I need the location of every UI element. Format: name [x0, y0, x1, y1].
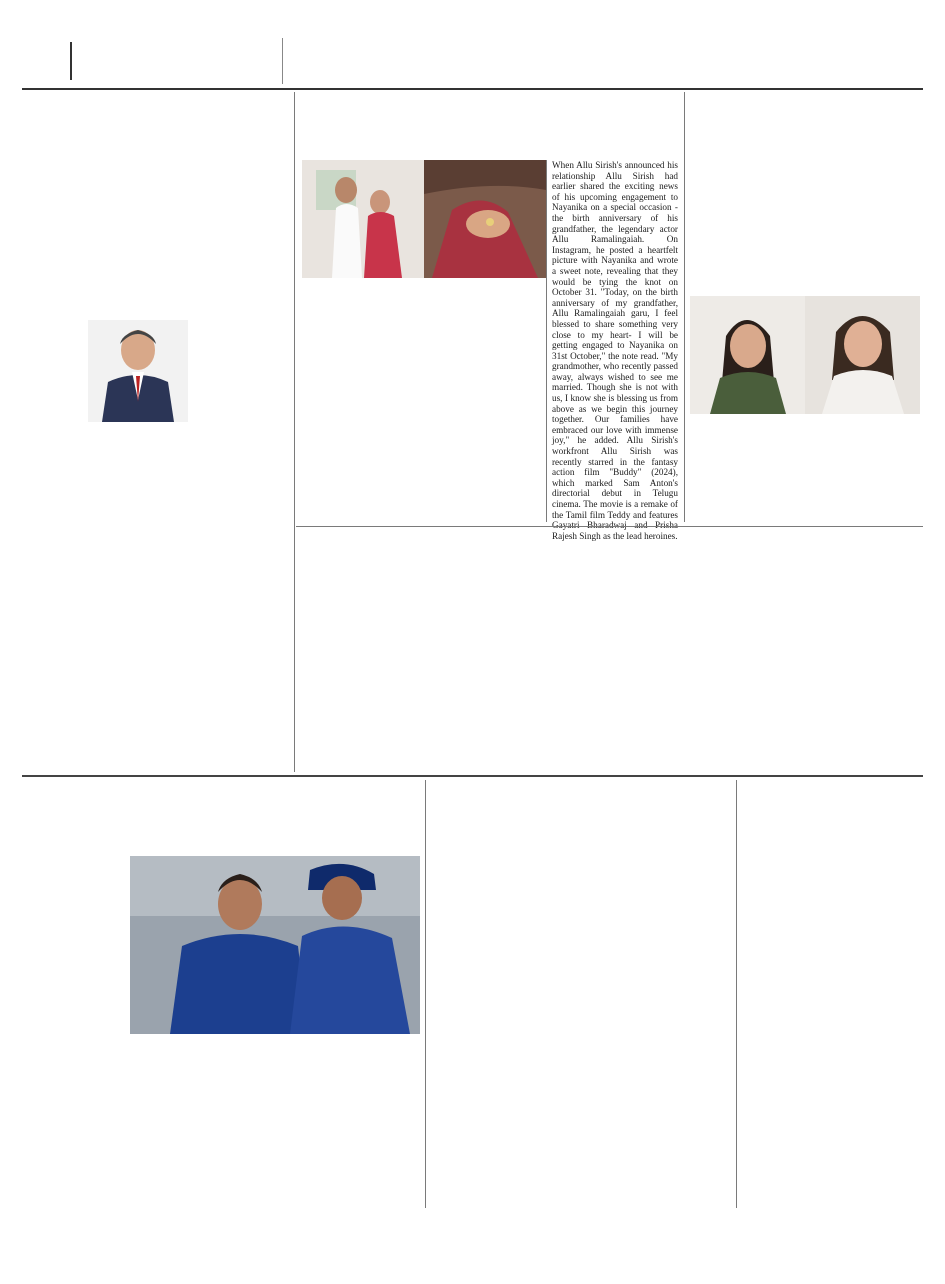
sinner-story — [742, 852, 922, 1208]
anita-photo — [690, 296, 920, 414]
arshdeep-story — [432, 822, 730, 1208]
masthead — [24, 38, 922, 86]
anita-story-bottom — [690, 416, 920, 522]
shreyas-story-bottom — [130, 1038, 420, 1208]
allu-photo — [302, 160, 546, 278]
allu-body-continued: When Allu Sirish's announced his relationship Allu Sirish had earlier shared the exciting news of his upcoming engagement to Nayanika on a special occasion - the birth anniversary of his grandfather, the legendary actor Allu Ramalingaiah. On Instagram, he posted a heartfelt picture with Nayanika and wrote a sweet note, revealing that they would be tying the knot on October 31. "Today, on the birth anniversary of my grandfather, Allu Ramalingaiah garu, I feel blessed to share something very close to my heart- I will be getting engaged to Nayanika on 31st October," the note read. "My grandmother, who recently passed away, always wished to see me married. Though she is not with us, I know she is blessing us from above as we begin this journey together. Our families have embraced our love with immense joy," he added. Allu Sirish's workfront Allu Sirish was recently starred in the fantasy action film "Buddy" (2024), which marked Sam Anton's directorial debut in Telugu cinema. The movie is a remake of the Tamil film Teddy and features Gayatri Bharadwaj and Prisha Rajesh Singh as the lead heroines. — [552, 160, 678, 541]
allu-story-right — [552, 160, 678, 541]
allu-story-left — [302, 282, 546, 520]
galwan-story — [304, 552, 918, 766]
anita-story-top — [690, 153, 920, 295]
shreyas-story-left — [28, 858, 126, 1206]
dharmendra-photo — [88, 320, 188, 422]
shreyas-photo — [130, 856, 420, 1034]
dharmendra-story — [30, 205, 285, 775]
